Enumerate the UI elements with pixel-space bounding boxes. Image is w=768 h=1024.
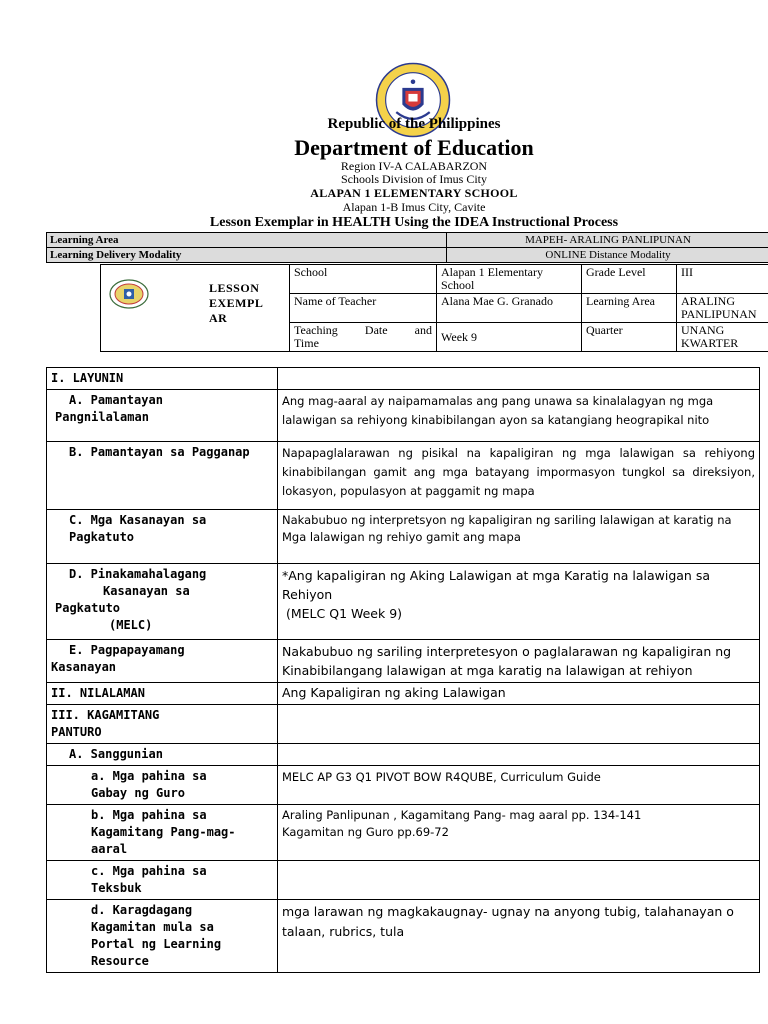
division-text: Schools Division of Imus City	[340, 172, 487, 186]
kagamitang-mag-aaral-text: Araling Panlipunan , Kagamitang Pang- mag aaral pp. 134-141 Kagamitan ng Guro pp.69-72	[278, 805, 760, 861]
grade-label: Grade Level	[582, 265, 677, 294]
teacher-label: Name of Teacher	[290, 294, 437, 323]
lesson-exemplar-label: LESSON EXEMPL AR	[209, 281, 264, 325]
pagpapayamang-kasanayan-text: Nakabubuo ng sariling interpretesyon o paglalarawan ng kapaligiran ng Kinabibilangang lalawigan at mga karatig na lalawigan at rehiyon	[278, 640, 760, 683]
region-text: Region IV-A CALABARZON	[340, 159, 488, 173]
nilalaman-text: Ang Kapaligiran ng aking Lalawigan	[278, 683, 760, 705]
table-row	[47, 510, 760, 564]
table-row	[47, 640, 760, 683]
empty-cell	[278, 861, 760, 900]
layunin-heading: I. LAYUNIN	[47, 368, 278, 390]
empty-cell	[278, 744, 760, 766]
kagamitang-mag-aaral-label: b. Mga pahina sa Kagamitang Pang-mag- aaral	[47, 805, 278, 861]
table-row	[47, 766, 760, 805]
table-row	[47, 442, 760, 510]
table-row	[47, 564, 760, 640]
republic-heading: Republic of the Philippines	[327, 116, 501, 132]
school-name: ALAPAN 1 ELEMENTARY SCHOOL	[310, 186, 518, 200]
pagpapayamang-kasanayan-label: E. Pagpapayamang Kasanayan	[47, 640, 278, 683]
lesson-details-table	[100, 264, 768, 352]
table-row	[47, 248, 768, 263]
table-row	[47, 805, 760, 861]
learning-resource-text: mga larawan ng magkakaugnay- ugnay na anyong tubig, talahanayan o talaan, rubrics, tula	[278, 900, 760, 973]
table-row	[47, 233, 768, 248]
gabay-guro-text: MELC AP G3 Q1 PIVOT BOW R4QUBE, Curriculum Guide	[278, 766, 760, 805]
school-value: Alapan 1 Elementary School	[437, 265, 582, 294]
area-label: Learning Area	[582, 294, 677, 323]
learning-resource-label: d. Karagdagang Kagamitan mula sa Portal ng Learning Resource	[47, 900, 278, 973]
info-table	[46, 232, 768, 263]
melc-label: D. Pinakamahalagang Kasanayan sa Pagkatuto (MELC)	[47, 564, 278, 640]
pamantayan-pagganap-label: B. Pamantayan sa Pagganap	[47, 442, 278, 510]
table-row	[47, 705, 760, 744]
grade-value: III	[677, 265, 768, 294]
document-title: Lesson Exemplar in HEALTH Using the IDEA Instructional Process	[209, 215, 619, 230]
quarter-value: UNANG KWARTER	[677, 323, 768, 352]
pamantayan-pangnilalaman-text: Ang mag-aaral ay naipamamalas ang pang unawa sa kinalalagyan ng mga lalawigan sa rehiyong kinabibilangan ayon sa katangiang heograpikal nito	[278, 390, 760, 442]
table-row	[47, 683, 760, 705]
modality-label: Learning Delivery Modality	[47, 248, 447, 263]
kasanayan-pagkatuto-text: Nakabubuo ng interpretsyon ng kapaligiran ng sariling lalawigan at karatig na Mga lalawigan ng rehiyo gamit ang mapa	[278, 510, 760, 564]
nilalaman-heading: II. NILALAMAN	[47, 683, 278, 705]
empty-cell	[278, 705, 760, 744]
kagamitang-panturo-heading: III. KAGAMITANG PANTURO	[47, 705, 278, 744]
department-heading: Department of Education	[294, 135, 534, 160]
school-label: School	[290, 265, 437, 294]
teacher-value: Alana Mae G. Granado	[437, 294, 582, 323]
learning-area-value: MAPEH- ARALING PANLIPUNAN	[447, 233, 768, 248]
area-value: ARALING PANLIPUNAN	[677, 294, 768, 323]
quarter-label: Quarter	[582, 323, 677, 352]
table-row	[47, 744, 760, 766]
table-row	[47, 368, 760, 390]
teksbuk-label: c. Mga pahina sa Teksbuk	[47, 861, 278, 900]
table-row	[47, 861, 760, 900]
modality-value: ONLINE Distance Modality	[447, 248, 768, 263]
table-row	[47, 390, 760, 442]
kasanayan-pagkatuto-label: C. Mga Kasanayan sa Pagkatuto	[47, 510, 278, 564]
pamantayan-pangnilalaman-label: A. Pamantayan Pangnilalaman	[47, 390, 278, 442]
date-value: Week 9	[437, 323, 582, 352]
date-label: Teaching Date and Time	[290, 323, 437, 352]
pamantayan-pagganap-text: Napapaglalarawan ng pisikal na kapaligiran ng mga lalawigan sa rehiyong kinabibilangan gamit ang mga batayang impormasyon tungkol sa direksiyon, lokasyon, populasyon at paggamit ng mapa	[278, 442, 760, 510]
sanggunian-label: A. Sanggunian	[47, 744, 278, 766]
lesson-label-cell	[101, 265, 290, 352]
school-logo-icon	[109, 279, 149, 309]
gabay-guro-label: a. Mga pahina sa Gabay ng Guro	[47, 766, 278, 805]
melc-text: *Ang kapaligiran ng Aking Lalawigan at mga Karatig na lalawigan sa Rehiyon (MELC Q1 Week 9)	[278, 564, 760, 640]
empty-cell	[278, 368, 760, 390]
learning-area-label: Learning Area	[47, 233, 447, 248]
school-address: Alapan 1-B Imus City, Cavite	[342, 200, 486, 214]
lesson-plan-table	[46, 367, 760, 973]
table-row	[47, 900, 760, 973]
